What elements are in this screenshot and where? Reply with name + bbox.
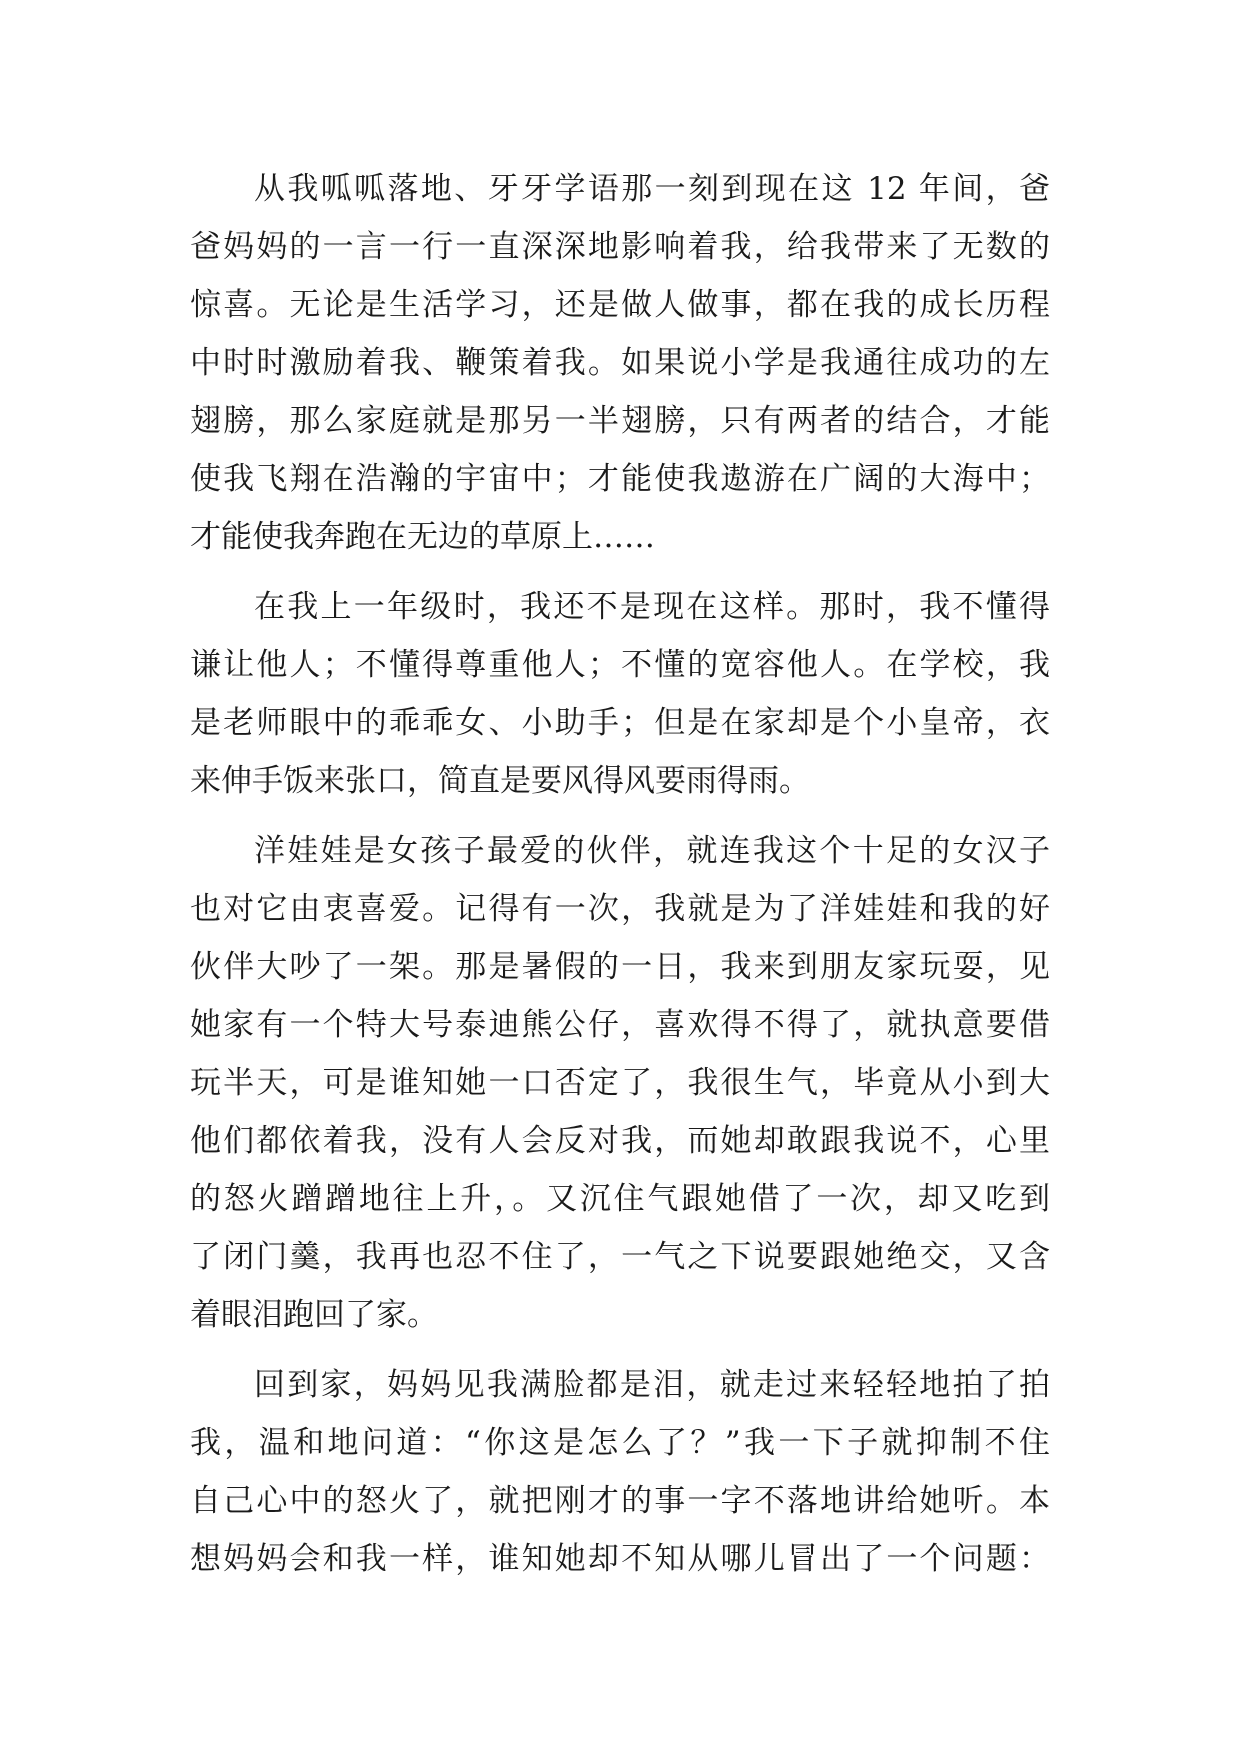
text-line: 回到家，妈妈见我满脸都是泪，就走过来轻轻地拍了拍 (254, 1367, 1050, 1403)
text-line: 他们都依着我，没有人会反对我，而她却敢跟我说不，心里 (190, 1123, 1050, 1159)
text-line: 是老师眼中的乖乖女、小助手；但是在家却是个小皇帝，衣 (190, 705, 1050, 741)
text-line: 从我呱呱落地、牙牙学语那一刻到现在这 12 年间，爸 (254, 171, 1050, 207)
text-line: 使我飞翔在浩瀚的宇宙中；才能使我遨游在广阔的大海中； (190, 461, 1050, 497)
paragraph-3 (190, 822, 1050, 1344)
text-line: 谦让他人；不懂得尊重他人；不懂的宽容他人。在学校，我 (190, 647, 1050, 683)
text-line: 自己心中的怒火了，就把刚才的事一字不落地讲给她听。本 (190, 1483, 1050, 1519)
text-line: 了闭门羹，我再也忍不住了，一气之下说要跟她绝交，又含 (190, 1239, 1050, 1275)
paragraph-4 (190, 1356, 1050, 1588)
text-line: 的怒火蹭蹭地往上升，。又沉住气跟她借了一次，却又吃到 (190, 1181, 1050, 1217)
text-line: 才能使我奔跑在无边的草原上…… (190, 519, 655, 555)
text-line: 着眼泪跑回了家。 (190, 1297, 438, 1333)
paragraph-2 (190, 578, 1050, 810)
text-line: 来伸手饭来张口，简直是要风得风要雨得雨。 (190, 763, 810, 799)
text-line: 中时时激励着我、鞭策着我。如果说小学是我通往成功的左 (190, 345, 1050, 381)
text-line: 伙伴大吵了一架。那是暑假的一日，我来到朋友家玩耍，见 (190, 949, 1050, 985)
text-line: 想妈妈会和我一样，谁知她却不知从哪儿冒出了一个问题： (190, 1541, 1050, 1577)
paragraph-1 (190, 160, 1050, 566)
text-line: 玩半天，可是谁知她一口否定了，我很生气，毕竟从小到大 (190, 1065, 1050, 1101)
text-line: 惊喜。无论是生活学习，还是做人做事，都在我的成长历程 (190, 287, 1050, 323)
text-line: 她家有一个特大号泰迪熊公仔，喜欢得不得了，就执意要借 (190, 1007, 1050, 1043)
text-line: 在我上一年级时，我还不是现在这样。那时，我不懂得 (254, 589, 1050, 625)
text-line: 翅膀，那么家庭就是那另一半翅膀，只有两者的结合，才能 (190, 403, 1050, 439)
text-line: 洋娃娃是女孩子最爱的伙伴，就连我这个十足的女汉子 (254, 833, 1050, 869)
document-body (190, 160, 1050, 1588)
text-line: 爸妈妈的一言一行一直深深地影响着我，给我带来了无数的 (190, 229, 1050, 265)
text-line: 也对它由衷喜爱。记得有一次，我就是为了洋娃娃和我的好 (190, 891, 1050, 927)
text-line: 我，温和地问道：“你这是怎么了？”我一下子就抑制不住 (190, 1425, 1050, 1461)
